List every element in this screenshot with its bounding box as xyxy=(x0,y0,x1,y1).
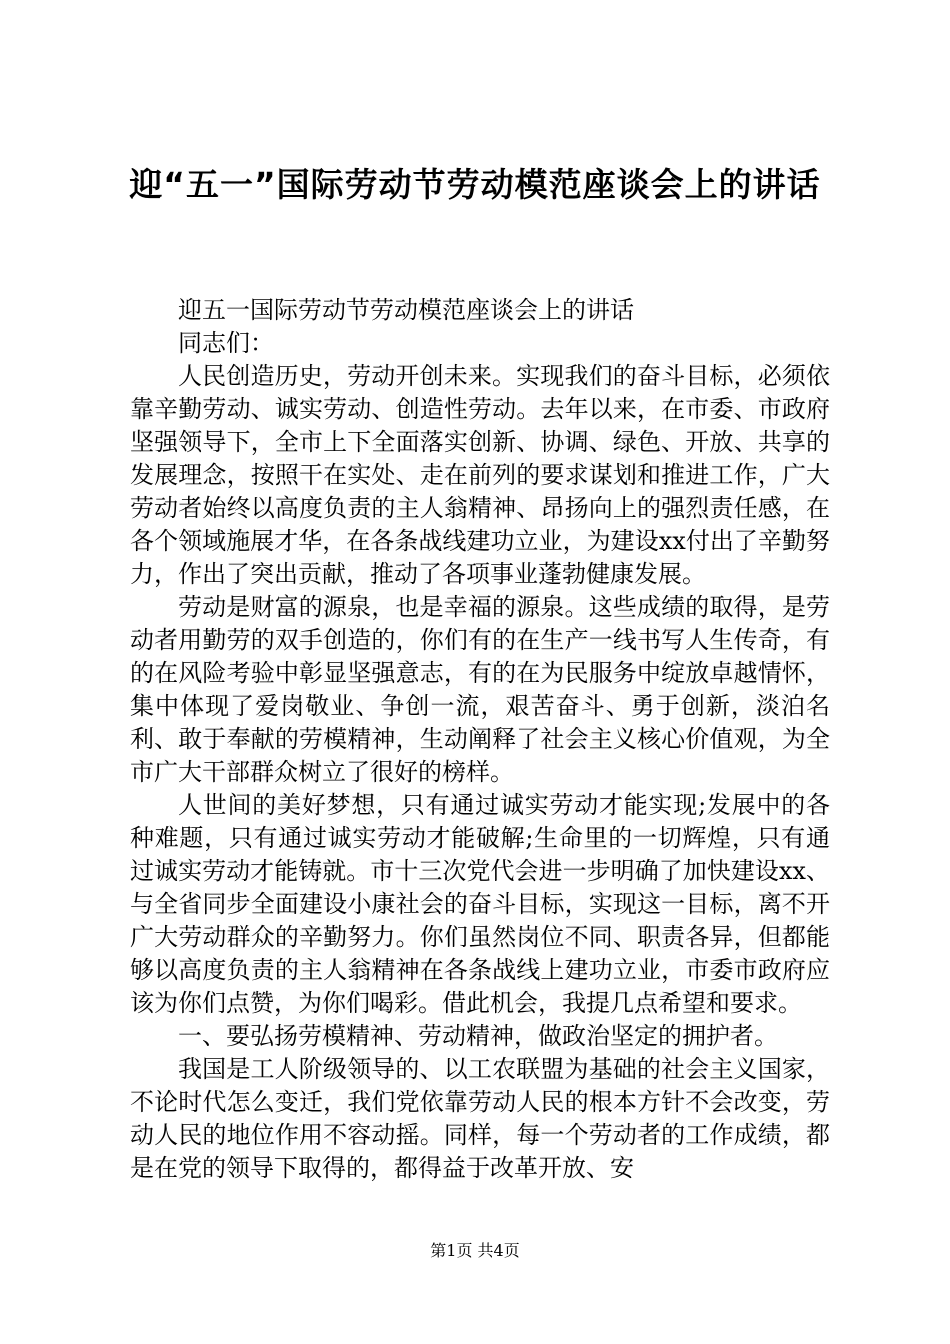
document-body xyxy=(130,294,830,1185)
paragraph-1: 人民创造历史，劳动开创未来。实现我们的奋斗目标，必须依靠辛勤劳动、诚实劳动、创造性劳动。去年以来，在市委、市政府坚强领导下，全市上下全面落实创新、协调、绿色、开放、共享的发展理念，按照干在实处、走在前列的要求谋划和推进工作，广大劳动者始终以高度负责的主人翁精神、昂扬向上的强烈责任感，在各个领域施展才华，在各条战线建功立业，为建设xx付出了辛勤努力，作出了突出贡献，推动了各项事业蓬勃健康发展。 xyxy=(130,362,830,588)
document-title: 迎“五一”国际劳动节劳动模范座谈会上的讲话 xyxy=(129,165,821,204)
paragraph-2: 劳动是财富的源泉，也是幸福的源泉。这些成绩的取得，是劳动者用勤劳的双手创造的，你们有的在生产一线书写人生传奇，有的在风险考验中彰显坚强意志，有的在为民服务中绽放卓越情怀，集中体现了爱岗敬业、争创一流，艰苦奋斗、勇于创新，淡泊名利、敢于奉献的劳模精神，生动阐释了社会主义核心价值观，为全市广大干部群众树立了很好的榜样。 xyxy=(130,593,830,786)
paragraph-4: 我国是工人阶级领导的、以工农联盟为基础的社会主义国家，不论时代怎么变迁，我们党依靠劳动人民的根本方针不会改变，劳动人民的地位作用不容动摇。同样，每一个劳动者的工作成绩，都是在党的领导下取得的，都得益于改革开放、安 xyxy=(130,1055,830,1182)
salutation: 同志们： xyxy=(178,329,274,357)
document-subtitle: 迎五一国际劳动节劳动模范座谈会上的讲话 xyxy=(178,296,634,324)
page-footer: 第1页 共4页 xyxy=(430,1241,520,1260)
section-heading-1: 一、要弘扬劳模精神、劳动精神，做政治坚定的拥护者。 xyxy=(178,1022,778,1050)
paragraph-3: 人世间的美好梦想，只有通过诚实劳动才能实现;发展中的各种难题，只有通过诚实劳动才能破解;生命里的一切辉煌，只有通过诚实劳动才能铸就。市十三次党代会进一步明确了加快建设xx、与全省同步全面建设小康社会的奋斗目标，实现这一目标，离不开广大劳动群众的辛勤努力。你们虽然岗位不同、职责各异，但都能够以高度负责的主人翁精神在各条战线上建功立业，市委市政府应该为你们点赞，为你们喝彩。借此机会，我提几点希望和要求。 xyxy=(130,791,830,1017)
